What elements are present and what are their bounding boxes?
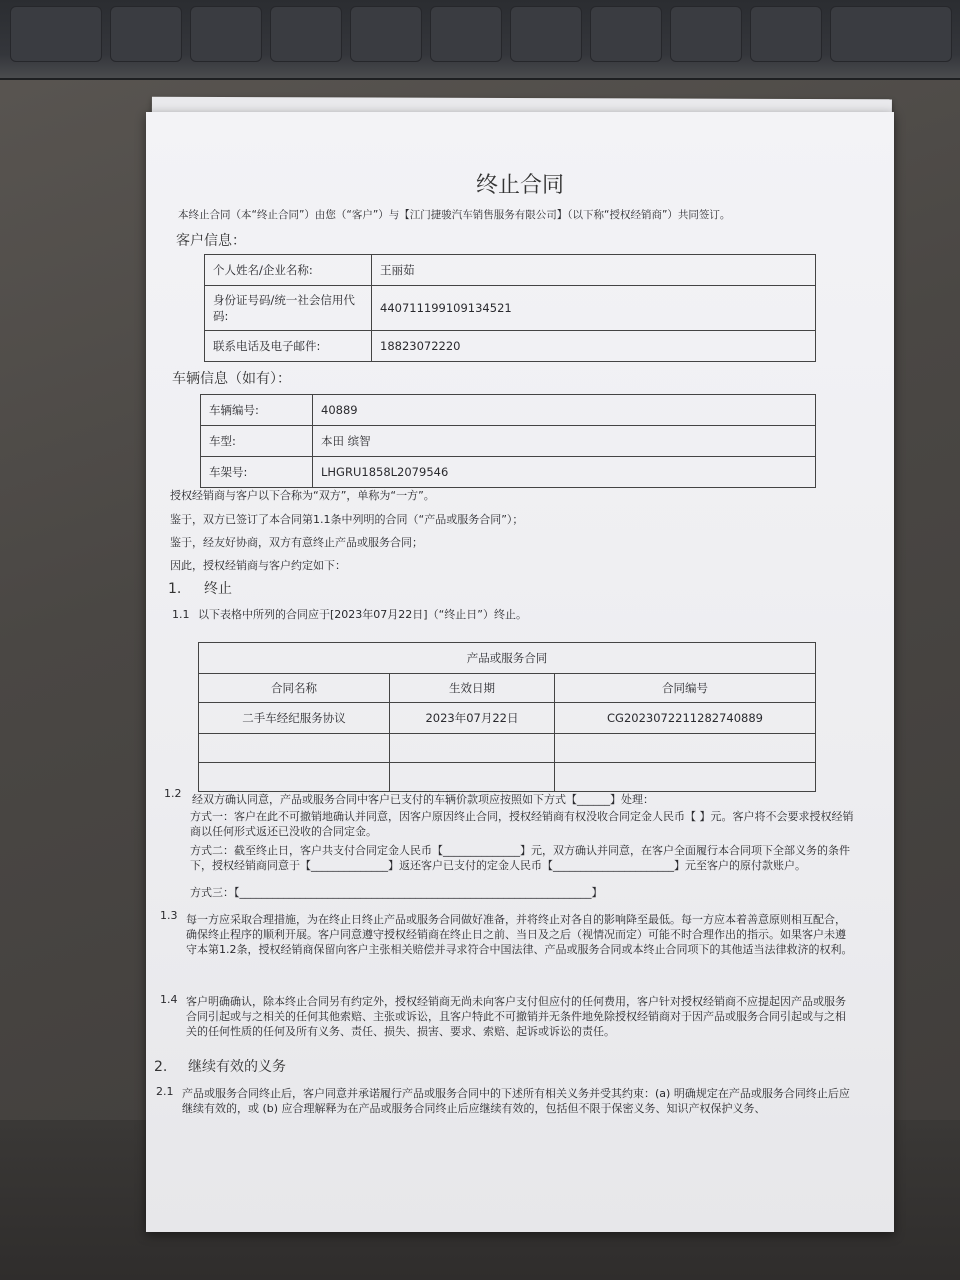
customer-id-value: 440711199109134521 xyxy=(372,286,816,331)
contract-list-table xyxy=(198,642,816,792)
clause-1-2-number: 1.2 xyxy=(164,787,182,800)
column-header-number: 合同编号 xyxy=(555,674,816,703)
clause-1-4-number: 1.4 xyxy=(160,993,178,1006)
vehicle-vin-label: 车架号: xyxy=(201,457,313,488)
section-2-title: 继续有效的义务 xyxy=(188,1059,286,1075)
keyboard-key xyxy=(830,6,952,62)
customer-contact-value: 18823072220 xyxy=(372,331,816,362)
parties-paragraph: 授权经销商与客户以下合称为“双方”，单称为“一方”。 xyxy=(170,489,435,502)
keyboard-key xyxy=(430,6,502,62)
customer-contact-label: 联系电话及电子邮件: xyxy=(205,331,372,362)
empty-cell xyxy=(555,763,816,792)
keyboard-key xyxy=(350,6,422,62)
empty-cell xyxy=(390,763,555,792)
empty-cell xyxy=(199,734,390,763)
vehicle-info-table xyxy=(200,394,816,488)
customer-id-label: 身份证号码/统一社会信用代码: xyxy=(205,286,372,331)
empty-cell xyxy=(390,734,555,763)
table-row xyxy=(199,763,816,792)
table-row xyxy=(201,426,816,457)
section-1-title: 终止 xyxy=(204,581,232,597)
vehicle-vin-value: LHGRU1858L2079546 xyxy=(313,457,816,488)
keyboard-key xyxy=(190,6,262,62)
clause-1-2-option-2: 方式二：截至终止日，客户共支付合同定金人民币【______________】元，双方确认并同意，在客户全面履行本合同项下全部义务的条件下，授权经销商同意于【______________】返还客户已支付的定金人民币【______________________】元至客户的原付款账户。 xyxy=(190,844,850,872)
keyboard-key xyxy=(590,6,662,62)
keyboard-key xyxy=(750,6,822,62)
table-row xyxy=(205,331,816,362)
contract-number-cell: CG2023072211282740889 xyxy=(555,703,816,734)
clause-2-1-number: 2.1 xyxy=(156,1085,174,1098)
keyboard-key xyxy=(10,6,102,62)
vehicle-model-label: 车型: xyxy=(201,426,313,457)
clause-1-3-text: 每一方应采取合理措施，为在终止日终止产品或服务合同做好准备，并将终止对各自的影响降至最低。每一方应本着善意原则相互配合，确保终止程序的顺利开展。客户同意遵守授权经销商在终止日之前、当日及之后（视情况而定）可能不时合理作出的指示。如果客户未遵守本第1.2条，授权经销商保留向客户主张相关赔偿并寻求符合中国法律、产品或服务合同或本终止合同项下的其他适当法律救济的权利。 xyxy=(186,913,853,956)
clause-1-4-text: 客户明确确认，除本终止合同另有约定外，授权经销商无尚未向客户支付但应付的任何费用，客户针对授权经销商不应提起因产品或服务合同引起或与之相关的任何其他索赔、主张或诉讼，且客户特此不可撤销并无条件地免除授权经销商对于因产品或服务合同引起或与之相关的任何性质的任何及所有义务、责任、损失、损害、要求、索赔、起诉或诉讼的责任。 xyxy=(186,995,846,1038)
clause-1-3-number: 1.3 xyxy=(160,909,178,922)
vehicle-number-value: 40889 xyxy=(313,395,816,426)
clause-1-2-text: 经双方确认同意，产品或服务合同中客户已支付的车辆价款项应按照如下方式【______】处理： xyxy=(192,793,654,806)
customer-info-heading: 客户信息： xyxy=(176,233,246,249)
keyboard-key xyxy=(110,6,182,62)
therefore-paragraph: 因此，授权经销商与客户约定如下： xyxy=(170,559,346,572)
table-header-row xyxy=(199,674,816,703)
clause-1-1-text: 以下表格中所列的合同应于[2023年07月22日]（“终止日”）终止。 xyxy=(198,608,527,621)
clause-1-2-option-1: 方式一：客户在此不可撤销地确认并同意，因客户原因终止合同，授权经销商有权没收合同定金人民币【 】元。客户将不会要求授权经销商以任何形式返还已没收的合同定金。 xyxy=(190,810,854,838)
vehicle-model-value: 本田 缤智 xyxy=(313,426,816,457)
empty-cell xyxy=(555,734,816,763)
section-2-number: 2. xyxy=(154,1059,168,1075)
vehicle-number-label: 车辆编号: xyxy=(201,395,313,426)
contract-page xyxy=(146,112,894,1232)
table-row xyxy=(201,395,816,426)
contract-date-cell: 2023年07月22日 xyxy=(390,703,555,734)
whereas-paragraph-1: 鉴于，双方已签订了本合同第1.1条中列明的合同（“产品或服务合同”）； xyxy=(170,513,524,526)
table-caption-row xyxy=(199,643,816,674)
table-caption: 产品或服务合同 xyxy=(199,643,816,674)
customer-name-label: 个人姓名/企业名称: xyxy=(205,255,372,286)
clause-1-2-option-3: 方式三：【________________________________________________________________】 xyxy=(190,886,603,899)
clause-2-1-text: 产品或服务合同终止后，客户同意并承诺履行产品或服务合同中的下述所有相关义务并受其约束：(a) 明确规定在产品或服务合同终止后应继续有效的，或 (b) 应合理解释为在产品或服务合同终止后应继续有效的，包括但不限于保密义务、知识产权保护义务、 xyxy=(182,1087,850,1115)
keyboard-key xyxy=(670,6,742,62)
section-1-number: 1. xyxy=(168,581,182,597)
table-row xyxy=(205,255,816,286)
contract-name-cell: 二手车经纪服务协议 xyxy=(199,703,390,734)
table-row xyxy=(205,286,816,331)
keyboard-key xyxy=(510,6,582,62)
whereas-paragraph-2: 鉴于，经友好协商，双方有意终止产品或服务合同； xyxy=(170,536,423,549)
column-header-name: 合同名称 xyxy=(199,674,390,703)
intro-paragraph: 本终止合同（本“终止合同”）由您（“客户”）与【江门捷骏汽车销售服务有限公司】（以下称“授权经销商”）共同签订。 xyxy=(178,209,731,221)
customer-name-value: 王丽茹 xyxy=(372,255,816,286)
column-header-date: 生效日期 xyxy=(390,674,555,703)
empty-cell xyxy=(199,763,390,792)
document-title: 终止合同 xyxy=(475,173,564,198)
customer-info-table xyxy=(204,254,816,362)
vehicle-info-heading: 车辆信息（如有）： xyxy=(172,371,291,387)
clause-1-1-number: 1.1 xyxy=(172,608,190,621)
keyboard xyxy=(0,0,960,80)
keyboard-key xyxy=(270,6,342,62)
table-row xyxy=(199,734,816,763)
table-row xyxy=(201,457,816,488)
table-row xyxy=(199,703,816,734)
